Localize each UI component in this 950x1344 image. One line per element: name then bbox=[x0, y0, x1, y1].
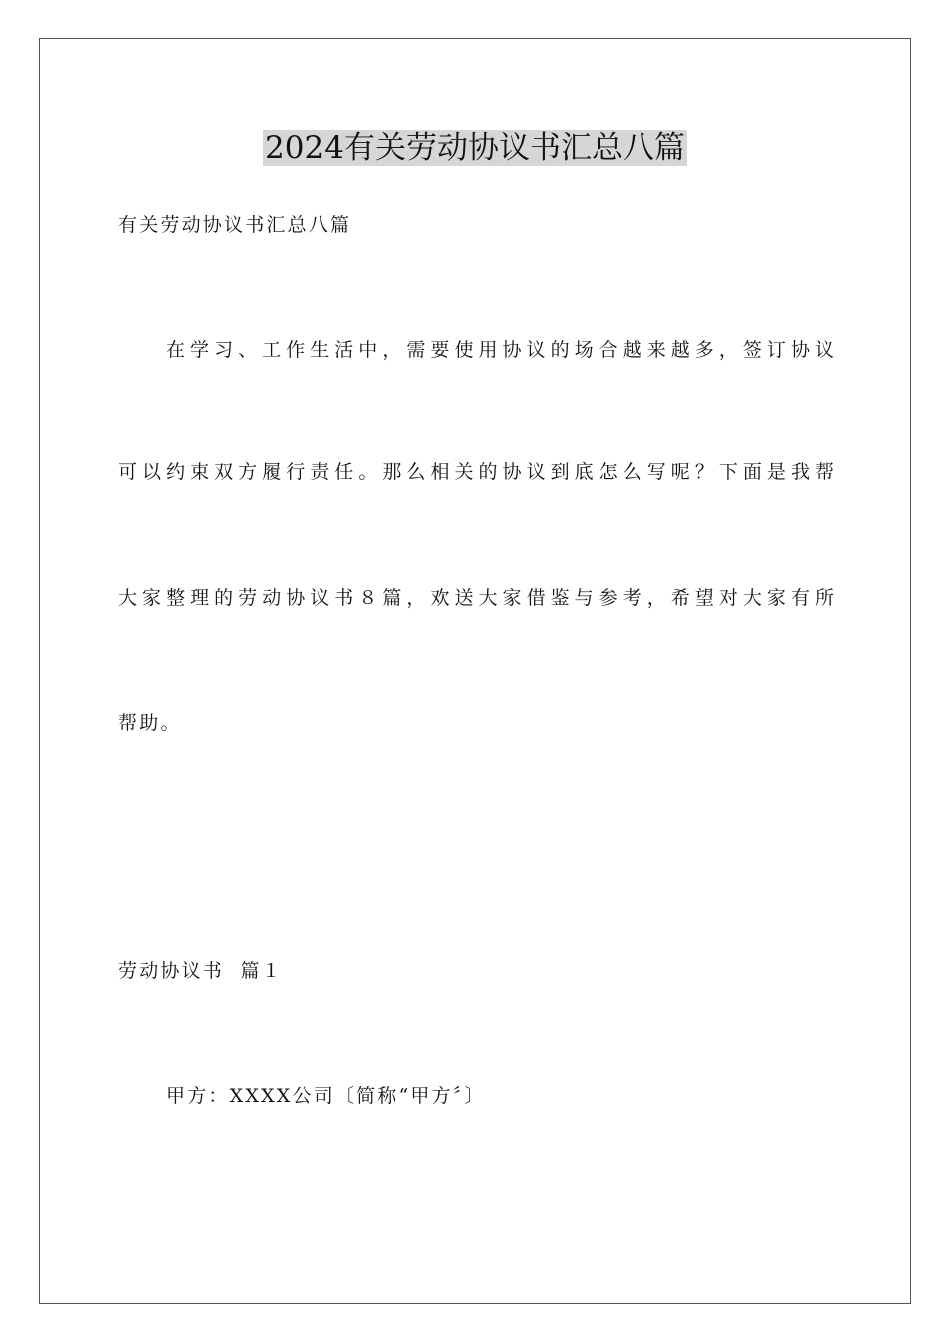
document-title-text: 2024有关劳动协议书汇总八篇 bbox=[265, 130, 685, 166]
document-subtitle: 有关劳动协议书汇总八篇 bbox=[118, 214, 352, 236]
party-a-line: 甲方：XXXX公司〔简称“甲方〞〕 bbox=[166, 1085, 486, 1107]
document-title bbox=[0, 128, 950, 168]
intro-line-2: 可以约束双方履行责任。那么相关的协议到底怎么写呢？下面是我帮 bbox=[118, 461, 834, 483]
intro-line-3: 大家整理的劳动协议书８篇，欢送大家借鉴与参考，希望对大家有所 bbox=[118, 587, 834, 609]
section-heading: 劳动协议书 篇１ bbox=[118, 960, 283, 982]
intro-line-1: 在学习、工作生活中，需要使用协议的场合越来越多，签订协议 bbox=[166, 339, 834, 361]
intro-line-4: 帮助。 bbox=[118, 712, 182, 734]
